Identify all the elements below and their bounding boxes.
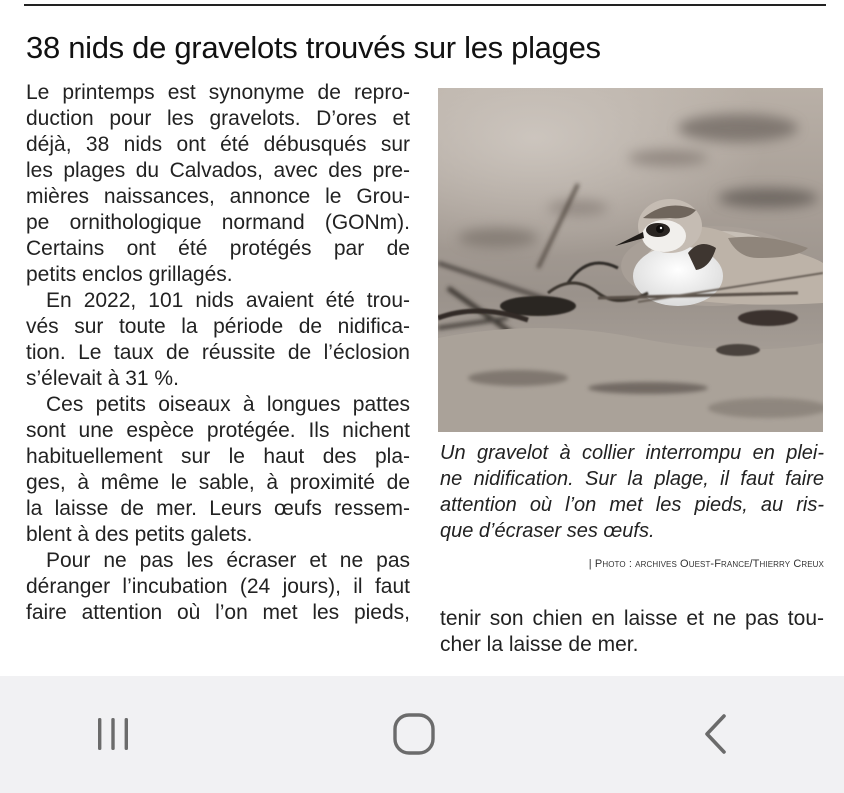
body-text-line: déranger l’incubation (24 jours), il faut (26, 575, 410, 598)
body-text-line: les plages du Calvados, avec des pre- (26, 159, 410, 182)
body-text-line: faire attention où l’on met les pieds, (26, 601, 410, 624)
top-divider (24, 4, 826, 6)
back-button[interactable] (676, 702, 756, 766)
body-text-line: la laisse de mer. Leurs œufs ressem- (26, 497, 410, 520)
body-text-line: Ces petits oiseaux à longues pattes (46, 393, 410, 416)
body-text-line: tenir son chien en laisse et ne pas tou- (440, 607, 824, 630)
home-button[interactable] (374, 702, 454, 766)
caption-line: attention où l’on met les pieds, au ris- (440, 494, 824, 516)
caption-line: ne nidification. Sur la plage, il faut faire (440, 468, 824, 490)
body-text-line: déjà, 38 nids ont été débusqués sur (26, 133, 410, 156)
body-text-line: Certains ont été protégés par de (26, 237, 410, 260)
caption-line: que d’écraser ses œufs. (440, 520, 655, 542)
body-text-line: s’élevait à 31 %. (26, 367, 179, 390)
body-text-line: En 2022, 101 nids avaient été trou- (46, 289, 410, 312)
body-text-line: cher la laisse de mer. (440, 633, 639, 656)
body-text-line: habituellement sur le haut des pla- (26, 445, 410, 468)
back-icon (696, 712, 736, 756)
photo-caption (440, 440, 824, 544)
body-text-line: duction pour les gravelots. D’ores et (26, 107, 410, 130)
caption-line: Un gravelot à collier interrompu en plei- (440, 442, 824, 464)
recent-apps-button[interactable] (73, 702, 153, 766)
home-icon (391, 711, 437, 757)
plover-on-sand-image (438, 88, 823, 432)
body-text-line: pe ornithologique normand (GONm). (26, 211, 410, 234)
body-text-line: mières naissances, annonce le Grou- (26, 185, 410, 208)
photo-credit: | Photo : archives Ouest-France/Thierry Creux (588, 558, 824, 570)
body-text-line: tion. Le taux de réussite de l’éclosion (26, 341, 410, 364)
body-text-line: vés sur toute la période de nidifica- (26, 315, 410, 338)
recent-apps-icon (93, 714, 133, 754)
article-body-right-column (440, 606, 824, 658)
article-photo (438, 88, 823, 432)
body-text-line: sont une espèce protégée. Ils nichent (26, 419, 410, 442)
body-text-line: ges, à même le sable, à proximité de (26, 471, 410, 494)
article-body-left-column (26, 80, 410, 626)
body-text-line: Pour ne pas les écraser et ne pas (46, 549, 410, 572)
article-headline: 38 nids de gravelots trouvés sur les plages (26, 30, 601, 65)
android-navigation-bar (0, 676, 844, 793)
body-text-line: petits enclos grillagés. (26, 263, 233, 286)
body-text-line: Le printemps est synonyme de repro- (26, 81, 410, 104)
body-text-line: blent à des petits galets. (26, 523, 253, 546)
